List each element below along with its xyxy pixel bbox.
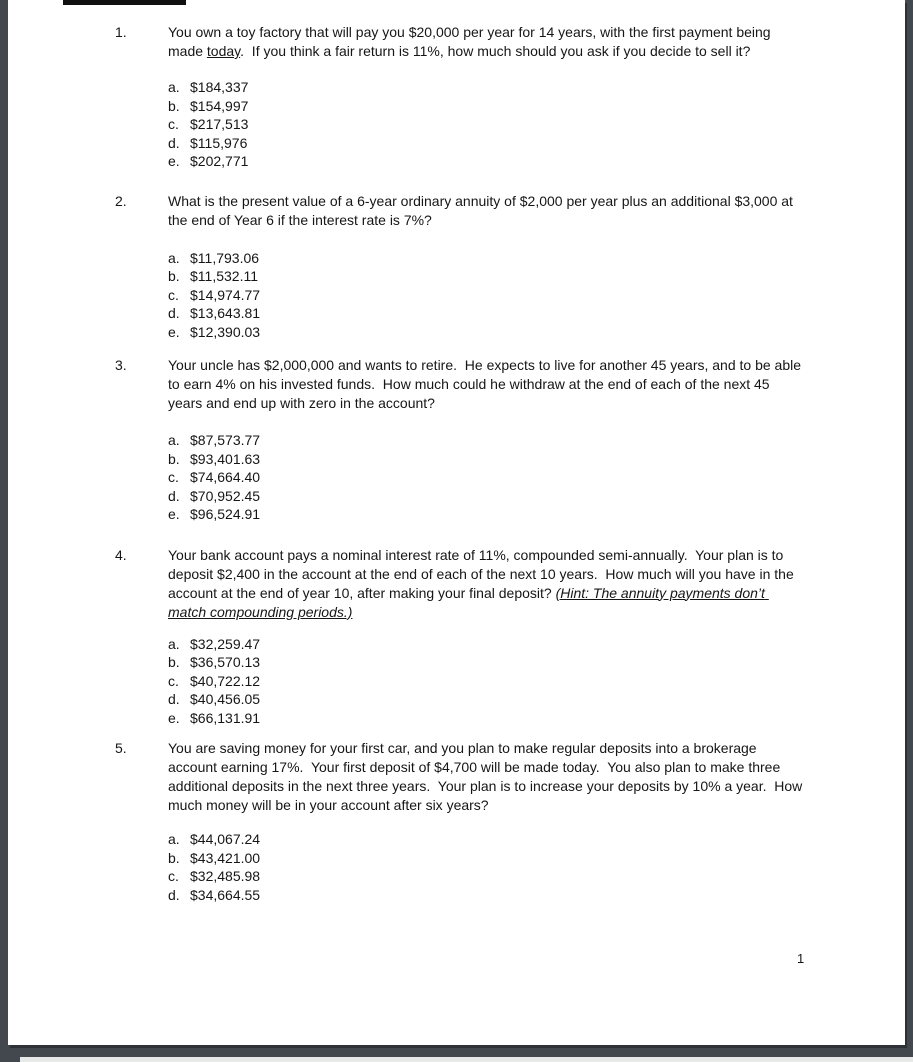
answer-option xyxy=(168,286,905,305)
option-letter: c. xyxy=(168,469,179,485)
answer-option xyxy=(168,867,905,886)
question-number: 3. xyxy=(115,357,127,373)
option-value: $12,390.03 xyxy=(190,323,261,340)
answer-option xyxy=(168,431,905,450)
answer-option xyxy=(168,830,905,849)
question-text xyxy=(168,739,805,815)
option-value: $115,976 xyxy=(190,134,248,151)
question-text-segment: Your bank account pays a nominal interest rate of 11%, compounded semi-annually. Your plan is to deposit $2,400 in the account at the end of each of the next 10 years. How much will you have in the account at the end of year 10, after making your final deposit? xyxy=(168,546,798,601)
answer-option xyxy=(168,849,905,868)
answer-option xyxy=(168,450,905,469)
option-letter: b. xyxy=(168,849,180,866)
option-letter: b. xyxy=(168,268,180,284)
answer-options xyxy=(168,431,905,524)
answer-option xyxy=(168,323,905,342)
answer-option xyxy=(168,304,905,323)
option-letter: c. xyxy=(168,868,179,884)
questions-list xyxy=(8,23,905,904)
answer-option xyxy=(168,886,905,905)
option-letter: b. xyxy=(168,654,180,670)
answer-option xyxy=(168,115,905,134)
option-value: $11,793.06 xyxy=(190,249,260,266)
question-number: 1. xyxy=(115,24,127,40)
question-item-5 xyxy=(115,739,905,904)
option-letter: c. xyxy=(168,672,179,689)
answer-option xyxy=(168,635,905,654)
answer-option xyxy=(168,709,905,728)
option-letter: b. xyxy=(168,97,180,114)
question-text xyxy=(168,192,805,230)
answer-options xyxy=(168,78,905,171)
question-item-2 xyxy=(115,192,905,342)
option-value: $70,952.45 xyxy=(190,487,261,504)
option-letter: a. xyxy=(168,79,180,95)
option-value: $93,401.63 xyxy=(190,450,261,467)
question-text-segment: You are saving money for your first car, and you plan to make regular deposits into a brokerage account earning 17%. Your first deposit of $4,700 will be made today. You also plan to make three additional deposits in the next three years. Your plan is to increase your deposits by 10% a year. How much money will be in your account after six years? xyxy=(168,740,807,813)
option-value: $40,722.12 xyxy=(190,672,261,689)
option-letter: d. xyxy=(168,134,180,151)
option-value: $32,259.47 xyxy=(190,635,261,652)
answer-option xyxy=(168,152,905,171)
answer-options xyxy=(168,830,905,904)
question-item-4 xyxy=(115,546,905,728)
next-page-edge xyxy=(20,1057,913,1062)
header-bar-remnant xyxy=(63,0,186,5)
option-value: $40,456.05 xyxy=(190,691,261,707)
question-item-1 xyxy=(115,23,905,171)
question-item-3 xyxy=(115,356,905,524)
answer-option xyxy=(168,97,905,116)
question-text-segment: Your uncle has $2,000,000 and wants to retire. He expects to live for another 45 years, and to be able to earn 4% on his invested funds. How much could he withdraw at the end of each of the next 45 years and end up with zero in the account? xyxy=(168,357,805,411)
option-letter: a. xyxy=(168,831,180,847)
option-letter: c. xyxy=(168,116,179,132)
option-value: $13,643.81 xyxy=(190,305,261,321)
question-text-segment: . If you think a fair return is 11%, how much should you ask if you decide to sell it? xyxy=(240,43,751,59)
question-text xyxy=(168,23,805,61)
option-value: $184,337 xyxy=(190,79,249,95)
option-letter: b. xyxy=(168,450,180,467)
question-number: 4. xyxy=(115,546,127,563)
option-value: $74,664.40 xyxy=(190,469,261,485)
answer-option xyxy=(168,78,905,97)
option-value: $44,067.24 xyxy=(190,831,261,847)
answer-option xyxy=(168,468,905,487)
question-text xyxy=(168,546,805,622)
question-text-segment: What is the present value of a 6-year ordinary annuity of $2,000 per year plus an additional $3,000 at the end of Year 6 if the interest rate is 7%? xyxy=(168,192,797,228)
option-letter: a. xyxy=(168,432,180,448)
question-text xyxy=(168,356,805,413)
option-value: $96,524.91 xyxy=(190,506,261,522)
option-letter: c. xyxy=(168,286,179,303)
option-letter: e. xyxy=(168,153,180,169)
option-letter: d. xyxy=(168,691,180,707)
answer-option xyxy=(168,249,905,268)
page-number: 1 xyxy=(797,951,805,966)
option-value: $34,664.55 xyxy=(190,886,261,903)
option-letter: e. xyxy=(168,323,180,340)
option-letter: d. xyxy=(168,886,180,903)
question-text-underlined: today xyxy=(206,43,241,59)
answer-option xyxy=(168,505,905,524)
answer-option xyxy=(168,672,905,691)
option-value: $202,771 xyxy=(190,153,249,169)
option-value: $11,532.11 xyxy=(190,268,258,284)
option-value: $154,997 xyxy=(190,97,249,114)
option-value: $87,573.77 xyxy=(190,432,261,448)
answer-option xyxy=(168,134,905,153)
option-letter: e. xyxy=(168,709,180,726)
option-letter: a. xyxy=(168,635,180,652)
option-letter: d. xyxy=(168,487,180,504)
option-value: $32,485.98 xyxy=(190,868,261,884)
option-letter: e. xyxy=(168,506,180,522)
option-letter: d. xyxy=(168,305,180,321)
question-number: 2. xyxy=(115,192,127,209)
answer-option xyxy=(168,653,905,672)
question-text-segment: You own a toy factory that will pay you $20,000 per year for 14 years, with the first payment being made xyxy=(168,24,775,59)
answer-option xyxy=(168,267,905,286)
option-value: $43,421.00 xyxy=(190,849,261,866)
answer-options xyxy=(168,249,905,342)
answer-option xyxy=(168,487,905,506)
option-value: $14,974.77 xyxy=(190,286,261,303)
option-letter: a. xyxy=(168,249,180,266)
option-value: $217,513 xyxy=(190,116,249,132)
document-page xyxy=(8,0,905,1045)
question-hint-italic-underlined: (Hint: The annuity payments don’t match compounding periods.) xyxy=(168,584,769,620)
answer-option xyxy=(168,690,905,709)
question-number: 5. xyxy=(115,740,127,756)
answer-options xyxy=(168,635,905,728)
option-value: $66,131.91 xyxy=(190,709,261,726)
option-value: $36,570.13 xyxy=(190,654,261,670)
